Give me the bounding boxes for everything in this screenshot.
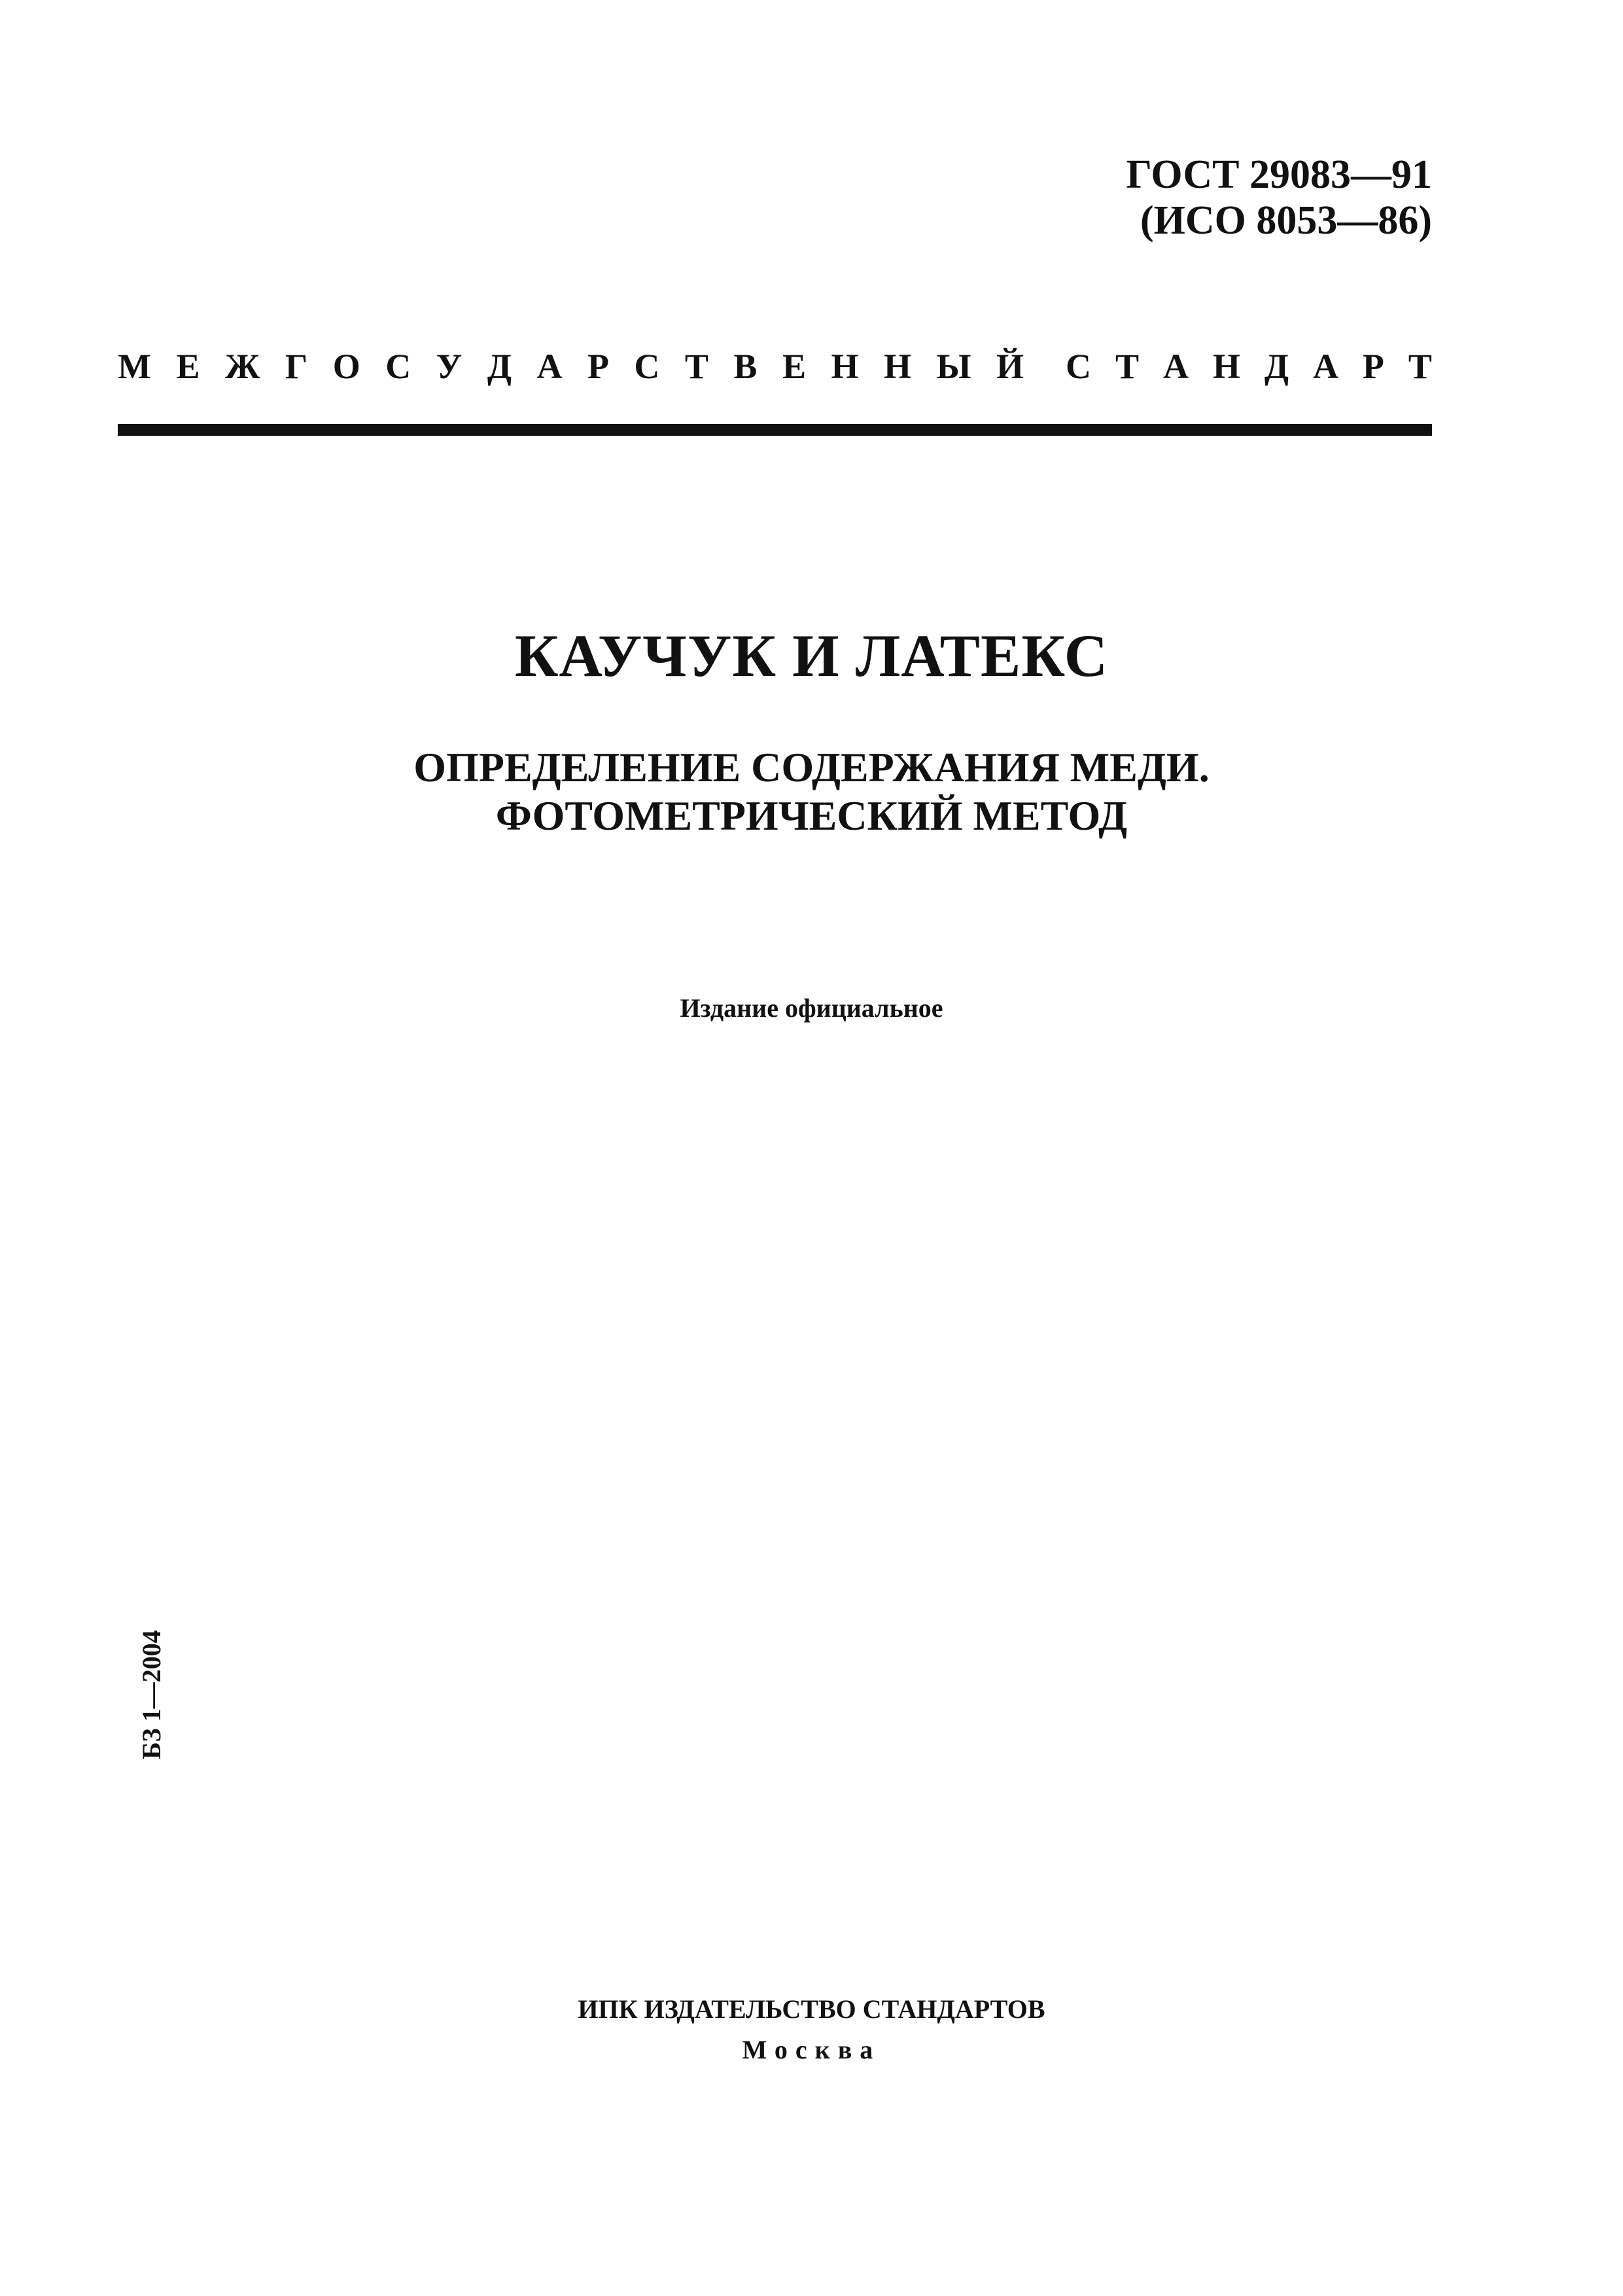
heading-letter: Р: [587, 347, 609, 386]
subtitle-line: ФОТОМЕТРИЧЕСКИЙ МЕТОД: [495, 792, 1128, 839]
iso-number: (ИСО 8053—86): [1140, 198, 1432, 243]
heading-letter: Й: [996, 347, 1024, 386]
heading-letter: Ж: [224, 347, 260, 386]
heading-letter: Р: [1362, 347, 1384, 386]
heading-letter: А: [1162, 347, 1189, 386]
heading-letter: Ы: [936, 347, 971, 386]
heading-letter: С: [385, 347, 411, 386]
heading-letter: М: [118, 347, 151, 386]
heading-letter: Д: [487, 347, 512, 386]
heading-letter: Е: [782, 347, 806, 386]
publisher-city: Москва: [742, 2035, 881, 2064]
heading-word-interstate: [118, 345, 1024, 387]
heading-letter: С: [634, 347, 660, 386]
heading-letter: В: [733, 347, 758, 386]
gost-number: ГОСТ 29083—91: [1126, 152, 1432, 197]
heading-letter: А: [1312, 347, 1338, 386]
heading-letter: Д: [1264, 347, 1289, 386]
heading-letter: Т: [684, 347, 708, 386]
heading-letter: Н: [1212, 347, 1240, 386]
edition-note: Издание официальное: [680, 993, 943, 1023]
subtitle-line: ОПРЕДЕЛЕНИЕ СОДЕРЖАНИЯ МЕДИ.: [413, 744, 1210, 790]
heading-word-standard: [1066, 345, 1432, 387]
standard-number-block: [1126, 152, 1432, 243]
heading-letter: А: [536, 347, 563, 386]
heading-divider: [118, 424, 1432, 436]
heading-letter: Е: [176, 347, 200, 386]
document-title: КАУЧУК И ЛАТЕКС: [514, 622, 1109, 689]
interstate-standard-heading: [118, 345, 1432, 387]
heading-letter: О: [332, 347, 360, 386]
document-subtitle: [0, 743, 1623, 840]
heading-letter: У: [436, 347, 462, 386]
heading-letter: Н: [883, 347, 911, 386]
heading-letter: Т: [1408, 347, 1432, 386]
publisher-name: ИПК ИЗДАТЕЛЬСТВО СТАНДАРТОВ: [578, 1994, 1045, 2024]
heading-letter: Н: [831, 347, 859, 386]
heading-letter: С: [1066, 347, 1091, 386]
margin-code: БЗ 1—2004: [137, 1630, 166, 1759]
heading-letter: Т: [1115, 347, 1139, 386]
heading-letter: Г: [285, 347, 308, 386]
